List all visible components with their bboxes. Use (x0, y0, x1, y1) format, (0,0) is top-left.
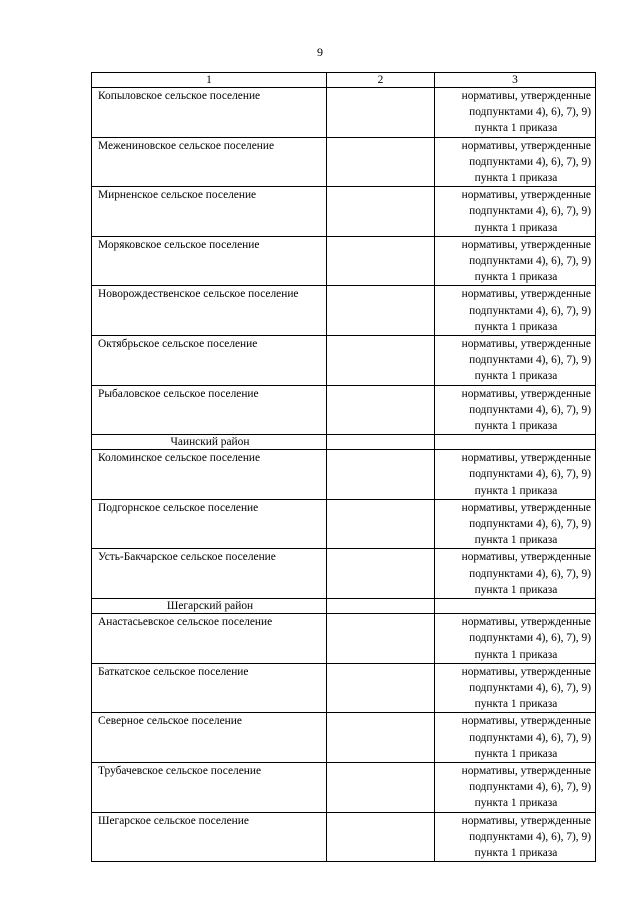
table-row (92, 450, 596, 500)
table-row (92, 137, 596, 187)
norm-text-line: нормативы, утвержденные (461, 338, 591, 351)
settlement-name: Коломинское сельское поселение (92, 450, 327, 500)
norm-text-line: пункта 1 приказа (474, 122, 558, 135)
column-2-cell (327, 614, 435, 664)
norm-text-line: нормативы, утвержденные (461, 387, 591, 400)
column-2-cell (327, 336, 435, 386)
column-2-cell (327, 663, 435, 713)
table-body (92, 73, 596, 862)
norm-text-line: подпунктами 4), 6), 7), 9) (469, 518, 591, 531)
norm-cell (435, 549, 596, 599)
norm-text-line: пункта 1 приказа (474, 846, 558, 859)
norm-text-line: подпунктами 4), 6), 7), 9) (469, 155, 591, 168)
norm-cell (435, 385, 596, 435)
norm-text-line: пункта 1 приказа (474, 221, 558, 234)
norm-text-line: подпунктами 4), 6), 7), 9) (469, 205, 591, 218)
norm-cell (435, 614, 596, 664)
settlement-name: Межениновское сельское поселение (92, 137, 327, 187)
norm-cell-empty (435, 435, 596, 450)
norm-cell (435, 137, 596, 187)
norm-text-line: нормативы, утвержденные (461, 665, 591, 678)
norm-text-line: пункта 1 приказа (474, 370, 558, 383)
norm-text-line: пункта 1 приказа (474, 484, 558, 497)
settlement-name: Мирненское сельское поселение (92, 187, 327, 237)
norm-text-line: пункта 1 приказа (474, 320, 558, 333)
column-2-cell (327, 385, 435, 435)
table-row (92, 187, 596, 237)
column-2-cell (327, 137, 435, 187)
district-row (92, 599, 596, 614)
norm-text-line: подпунктами 4), 6), 7), 9) (469, 354, 591, 367)
norm-text-line: пункта 1 приказа (474, 420, 558, 433)
settlement-name: Новорождественское сельское поселение (92, 286, 327, 336)
district-name: Чаинский район (92, 435, 327, 450)
table-row (92, 336, 596, 386)
column-2-cell (327, 236, 435, 286)
norm-text-line: нормативы, утвержденные (461, 551, 591, 564)
district-name: Шегарский район (92, 599, 327, 614)
table-row (92, 614, 596, 664)
norm-text-line: пункта 1 приказа (474, 172, 558, 185)
settlement-name: Рыбаловское сельское поселение (92, 385, 327, 435)
table-row (92, 385, 596, 435)
column-header-2: 2 (327, 73, 435, 88)
norm-text-line: нормативы, утвержденные (461, 764, 591, 777)
column-2-cell (327, 812, 435, 862)
norm-text-line: подпунктами 4), 6), 7), 9) (469, 106, 591, 119)
norm-cell (435, 663, 596, 713)
norm-text-line: пункта 1 приказа (474, 648, 558, 661)
norm-text-line: подпунктами 4), 6), 7), 9) (469, 304, 591, 317)
norm-text-line: подпунктами 4), 6), 7), 9) (469, 255, 591, 268)
norm-cell (435, 450, 596, 500)
column-2-cell (327, 450, 435, 500)
norm-text-line: подпунктами 4), 6), 7), 9) (469, 468, 591, 481)
norm-text-line: нормативы, утвержденные (461, 139, 591, 152)
norm-text-line: нормативы, утвержденные (461, 189, 591, 202)
norm-text-line: нормативы, утвержденные (461, 90, 591, 102)
settlement-name: Анастасьевское сельское поселение (92, 614, 327, 664)
norm-text-line: подпунктами 4), 6), 7), 9) (469, 681, 591, 694)
norm-cell-empty (435, 599, 596, 614)
norm-text-line: подпунктами 4), 6), 7), 9) (469, 731, 591, 744)
norm-text-line: пункта 1 приказа (474, 534, 558, 547)
norm-text-line: нормативы, утвержденные (461, 238, 591, 251)
norm-text-line: подпунктами 4), 6), 7), 9) (469, 567, 591, 580)
norm-text-line: пункта 1 приказа (474, 747, 558, 760)
norm-text-line: пункта 1 приказа (474, 698, 558, 711)
norm-cell (435, 286, 596, 336)
norm-text-line: нормативы, утвержденные (461, 452, 591, 465)
table-row (92, 663, 596, 713)
settlement-name: Северное сельское поселение (92, 713, 327, 763)
table-row (92, 812, 596, 862)
table-row (92, 286, 596, 336)
settlement-name: Трубачевское сельское поселение (92, 762, 327, 812)
page-number: 9 (317, 45, 323, 59)
norm-text-line: нормативы, утвержденные (461, 501, 591, 514)
norm-text-line: нормативы, утвержденные (461, 715, 591, 728)
norm-text-line: подпунктами 4), 6), 7), 9) (469, 830, 591, 843)
table-row (92, 499, 596, 549)
norm-text-line: нормативы, утвержденные (461, 814, 591, 827)
norm-cell (435, 88, 596, 138)
settlement-name: Моряковское сельское поселение (92, 236, 327, 286)
norm-cell (435, 187, 596, 237)
table-row (92, 549, 596, 599)
column-2-cell (327, 187, 435, 237)
norm-cell (435, 336, 596, 386)
norm-cell (435, 713, 596, 763)
settlements-table (91, 72, 596, 862)
column-2-cell (327, 549, 435, 599)
district-row (92, 435, 596, 450)
column-2-cell (327, 435, 435, 450)
norm-cell (435, 499, 596, 549)
settlement-name: Шегарское сельское поселение (92, 812, 327, 862)
column-2-cell (327, 713, 435, 763)
column-2-cell (327, 88, 435, 138)
settlement-name: Копыловское сельское поселение (92, 88, 327, 138)
table-row (92, 88, 596, 138)
norm-text-line: пункта 1 приказа (474, 271, 558, 284)
norm-text-line: нормативы, утвержденные (461, 288, 591, 301)
table-header-row (92, 73, 596, 88)
norm-cell (435, 236, 596, 286)
norm-text-line: нормативы, утвержденные (461, 616, 591, 629)
norm-cell (435, 812, 596, 862)
table-row (92, 236, 596, 286)
column-2-cell (327, 599, 435, 614)
norm-cell (435, 762, 596, 812)
settlement-name: Подгорнское сельское поселение (92, 499, 327, 549)
settlement-name: Баткатское сельское поселение (92, 663, 327, 713)
column-2-cell (327, 286, 435, 336)
norm-text-line: пункта 1 приказа (474, 583, 558, 596)
settlement-name: Усть-Бакчарское сельское поселение (92, 549, 327, 599)
settlement-name: Октябрьское сельское поселение (92, 336, 327, 386)
norm-text-line: подпунктами 4), 6), 7), 9) (469, 403, 591, 416)
norm-text-line: подпунктами 4), 6), 7), 9) (469, 632, 591, 645)
column-2-cell (327, 762, 435, 812)
norm-text-line: пункта 1 приказа (474, 797, 558, 810)
table-row (92, 713, 596, 763)
column-header-1: 1 (92, 73, 327, 88)
column-2-cell (327, 499, 435, 549)
norm-text-line: подпунктами 4), 6), 7), 9) (469, 781, 591, 794)
table-row (92, 762, 596, 812)
column-header-3: 3 (435, 73, 596, 88)
